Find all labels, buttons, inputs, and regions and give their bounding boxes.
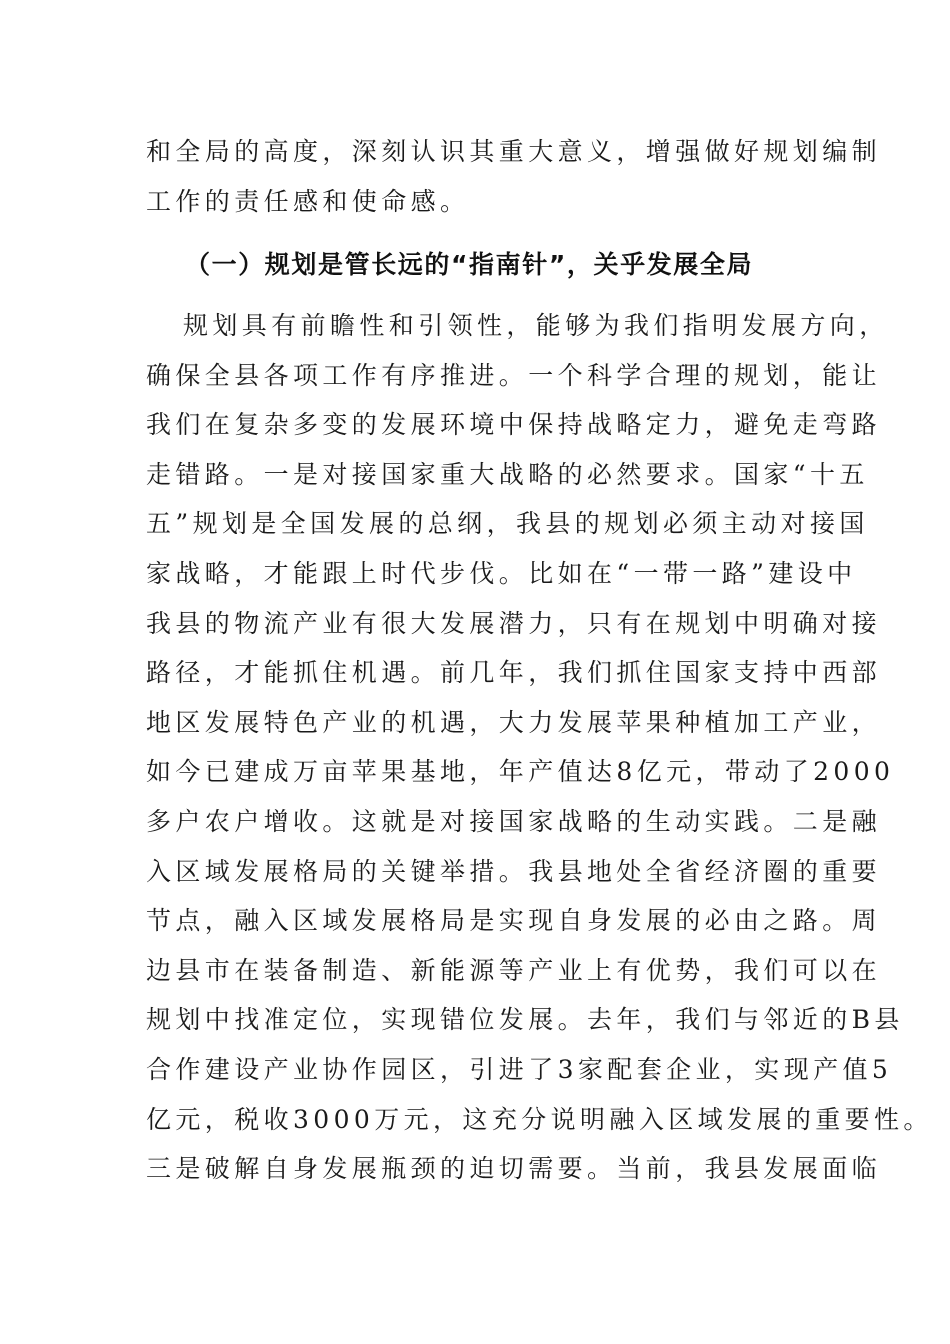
- paragraph-line: 三是破解自身发展瓶颈的迫切需要。当前，我县发展面临: [146, 1154, 882, 1184]
- paragraph-line: 规划中找准定位，实现错位发展。去年，我们与邻近的B县: [146, 1005, 904, 1035]
- paragraph-line: 工作的责任感和使命感。: [146, 186, 470, 216]
- paragraph-line: 确保全县各项工作有序推进。一个科学合理的规划，能让: [146, 360, 882, 390]
- paragraph-line: 走错路。一是对接国家重大战略的必然要求。国家“十五: [146, 459, 869, 489]
- paragraph-line: 五”规划是全国发展的总纲，我县的规划必须主动对接国: [146, 509, 869, 539]
- paragraph-line: 我县的物流产业有很大发展潜力，只有在规划中明确对接: [146, 608, 882, 638]
- paragraph-line: 我们在复杂多变的发展环境中保持战略定力，避免走弯路: [146, 410, 882, 440]
- paragraph-line: 入区域发展格局的关键举措。我县地处全省经济圈的重要: [146, 856, 882, 886]
- paragraph-line: 地区发展特色产业的机遇，大力发展苹果种植加工产业，: [146, 707, 882, 737]
- paragraph-line: 家战略，才能跟上时代步伐。比如在“一带一路”建设中: [146, 558, 857, 588]
- paragraph-line: 多户农户增收。这就是对接国家战略的生动实践。二是融: [146, 806, 882, 836]
- paragraph-line: 路径，才能抓住机遇。前几年，我们抓住国家支持中西部: [146, 658, 882, 688]
- paragraph-line: 边县市在装备制造、新能源等产业上有优势，我们可以在: [146, 955, 882, 985]
- intro-paragraph: [146, 127, 882, 226]
- body-paragraph: [146, 301, 933, 1194]
- paragraph-line: 规划具有前瞻性和引领性，能够为我们指明发展方向，: [183, 311, 889, 340]
- paragraph-line: 亿元，税收3000万元，这充分说明融入区域发展的重要性。: [146, 1104, 933, 1134]
- paragraph-line: 如今已建成万亩苹果基地，年产值达8亿元，带动了2000: [146, 757, 895, 787]
- paragraph-line: 合作建设产业协作园区，引进了3家配套企业，实现产值5: [146, 1054, 893, 1084]
- section-heading: （一）规划是管长远的“指南针”，关乎发展全局: [185, 250, 754, 279]
- paragraph-line: 和全局的高度，深刻认识其重大意义，增强做好规划编制: [146, 137, 882, 166]
- paragraph-line: 节点，融入区域发展格局是实现自身发展的必由之路。周: [146, 906, 882, 936]
